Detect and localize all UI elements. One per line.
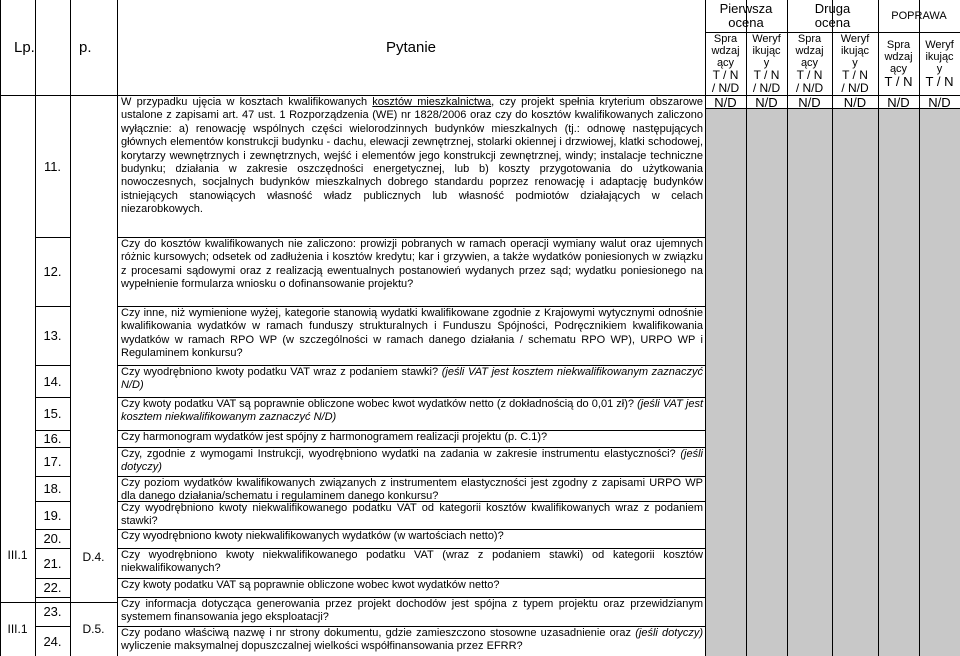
question-text bbox=[117, 578, 705, 597]
header-lp: Lp. bbox=[14, 39, 35, 56]
sub-b1-nd: / N/D bbox=[752, 80, 781, 95]
nd-cell-3[interactable]: N/D bbox=[787, 95, 832, 109]
sub-b1-l1: Weryf bbox=[752, 32, 781, 45]
question-text-part: Czy harmonogram wydatków jest spójny z harmonogramem realizacji projektu (p. C.1)? bbox=[121, 431, 548, 443]
sub-b3-tn: T / N bbox=[925, 74, 954, 89]
question-text-part: , czy projekt spełnia kryterium obszarowe ustalone z zapisami art. 47 ust. 1 Rozporządzenia (WE) nr 1828/2006 oraz czy do kosztów kwalifikowanych zaliczono wyłącznie: a) renowację wspólnych części wielorodzinnych budynków mieszkalnych (tj.: odnowę następujących głównych elementów konstrukcji budynku - dachu, elewacji zewnętrznej, stolarki okiennej i drzwiowej, klatki schodowej, korytarzy wewnętrznych i zewnętrznych, wejść i elementów jego konstrukcji zewnętrznej, windy; instalacje techniczne budynku; działania w zakresie oszczędności energetycznej, lub b) koszty przygotowania do użytkowania nowoczesnych, socjalnych budynków mieszkalnych dobrego standardu poprzez renowację i adaptację budynków istniejących stanowiących własność władz publicznych lub własność podmiotów działających w celach niezarobkowych. bbox=[121, 96, 703, 216]
nd-cell-1[interactable]: N/D bbox=[705, 95, 746, 109]
question-text-part: kosztów mieszkalnictwa bbox=[372, 96, 492, 108]
question-text bbox=[117, 365, 705, 397]
nd-cell-2[interactable]: N/D bbox=[746, 95, 787, 109]
header-correction: POPRAWA bbox=[891, 10, 947, 22]
row-number: 17. bbox=[43, 454, 62, 469]
nd-cell-6[interactable]: N/D bbox=[919, 95, 960, 109]
sub-a3-l3: ący bbox=[889, 63, 908, 75]
question-text-part: (jeśli dotyczy) bbox=[635, 627, 704, 639]
header-second-assessment bbox=[787, 0, 878, 32]
row-number: 14. bbox=[43, 373, 62, 389]
header-p: p. bbox=[79, 39, 92, 56]
header-first-line2: ocena bbox=[728, 15, 764, 30]
sub-a1-l2: wdzaj bbox=[711, 44, 740, 57]
sub-b1-l3: y bbox=[763, 56, 770, 69]
row-number: 21. bbox=[43, 555, 62, 571]
question-text bbox=[117, 430, 705, 447]
question-text bbox=[117, 476, 705, 501]
sub-a2-nd: / N/D bbox=[795, 80, 824, 95]
question-text-part: Czy wyodrębniono kwoty niekwalifikowanych wydatków (w wartościach netto)? bbox=[121, 530, 504, 542]
row-number: 19. bbox=[43, 507, 62, 523]
subheader-verifier-3 bbox=[919, 32, 960, 95]
sub-b2-l1: Weryf bbox=[840, 32, 870, 45]
question-text-part: (jeśli dotyczy) bbox=[121, 448, 703, 474]
question-text-part: Czy poziom wydatków kwalifikowanych związanych z instrumentem elastyczności jest zgodny z zapisami URPO WP dla danego działania/schematu i regulaminem danego konkursu? bbox=[121, 477, 703, 503]
header-pytanie: Pytanie bbox=[385, 39, 437, 56]
row-number: 20. bbox=[43, 531, 62, 546]
sub-a1-l1: Spra bbox=[713, 32, 738, 45]
sub-b3-l2: ikując bbox=[925, 51, 954, 63]
header-second-line1: Druga bbox=[814, 1, 851, 16]
sub-b1-l2: ikując bbox=[752, 44, 781, 57]
subheader-preparer-3 bbox=[878, 32, 919, 95]
question-text bbox=[117, 95, 705, 237]
question-text-part: (jeśli VAT jest kosztem niekwalifikowanym zaznaczyć N/D) bbox=[121, 366, 703, 392]
nd-cell-4[interactable]: N/D bbox=[832, 95, 878, 109]
row-number: 12. bbox=[43, 264, 62, 279]
question-text-part: wyliczenie maksymalnej dopuszczalnej wielkości współfinansowania przez EFRR? bbox=[121, 640, 523, 653]
question-text-part: (jeśli VAT jest kosztem niekwalifikowanym zaznaczyć N/D) bbox=[121, 398, 704, 424]
row-number: 22. bbox=[43, 580, 62, 595]
question-text-part: Czy kwoty podatku VAT są poprawnie obliczone wobec kwot wydatków netto? bbox=[121, 579, 500, 591]
subheader-verifier-1 bbox=[746, 32, 787, 95]
sub-a1-nd: / N/D bbox=[711, 80, 740, 95]
question-text-part: Czy do kosztów kwalifikowanych nie zaliczono: prowizji pobranych w ramach operacji wymiany walut oraz ujemnych różnic kursowych; odsetek od zadłużenia i kosztów kredytu; kar i grzywien, a także wydatków poniesionych w związku z procesami sądowymi oraz z realizacją ewentualnych postanowień wydanych przez sąd; wydatku poniesionego na wypełnienie formularza wniosku o dofinansowanie projektu? bbox=[121, 238, 703, 291]
sub-a1-tn: T / N bbox=[712, 67, 739, 82]
question-text-part: W przypadku ujęcia w kosztach kwalifikowanych bbox=[121, 96, 373, 108]
row-number: 18. bbox=[43, 481, 62, 496]
nd-cell-5[interactable]: N/D bbox=[878, 95, 919, 109]
subheader-preparer-1 bbox=[705, 32, 746, 95]
row-number: 24. bbox=[43, 633, 62, 649]
question-text bbox=[117, 626, 705, 656]
sub-b3-l1: Weryf bbox=[925, 39, 954, 51]
row-number: 13. bbox=[43, 328, 62, 343]
question-text-part: Czy inne, niż wymienione wyżej, kategorie stanowią wydatki kwalifikowane zgodnie z Krajowymi wytycznymi odnośnie kwalifikowania wydatków w ramach funduszy strukturalnych i Funduszu Spójności, Podręcznikiem kwalifikowania wydatków w ramach RPO WP (w szczególności w ramach danego działania / schematu RPO WP), URPO WP i Regulaminem konkursu? bbox=[121, 307, 703, 360]
question-text-part: Czy kwoty podatku VAT są poprawnie obliczone wobec kwot wydatków netto (z dokładnością do 0,01 zł)? bbox=[121, 398, 638, 410]
point-label-2: D.5. bbox=[82, 622, 105, 636]
question-text bbox=[117, 447, 705, 476]
header-first-assessment bbox=[705, 0, 787, 32]
row-number: 11. bbox=[43, 158, 62, 174]
section-label-1: III.1 bbox=[7, 548, 28, 562]
header-first-line1: Pierwsza bbox=[719, 1, 773, 16]
question-text bbox=[117, 397, 705, 430]
question-text bbox=[117, 597, 705, 626]
sub-a2-tn: T / N bbox=[796, 67, 823, 82]
question-text bbox=[117, 548, 705, 578]
question-text-part: Czy, zgodnie z wymogami Instrukcji, wyodrębniono wydatki na zadania w zakresie instrumentu elastyczności? bbox=[121, 448, 681, 460]
sub-a2-l1: Spra bbox=[797, 32, 822, 45]
sub-b2-l3: y bbox=[852, 56, 858, 69]
sub-a3-l2: wdzaj bbox=[884, 51, 913, 63]
row-number: 15. bbox=[43, 406, 62, 421]
sub-b1-tn: T / N bbox=[753, 67, 780, 82]
row-number: 16. bbox=[43, 431, 62, 446]
sub-a3-tn: T / N bbox=[884, 74, 913, 89]
sub-a1-l3: ący bbox=[716, 56, 735, 69]
question-text-part: Czy informacja dotycząca generowania przez projekt dochodów jest spójna z typem projektu oraz przewidzianym systemem finansowania jego eksploatacji? bbox=[121, 598, 703, 624]
question-text-part: Czy wyodrębniono kwoty podatku VAT wraz z podaniem stawki? bbox=[121, 366, 442, 378]
question-text bbox=[117, 306, 705, 365]
row-number: 23. bbox=[43, 604, 62, 619]
question-text bbox=[117, 529, 705, 548]
assessment-area bbox=[705, 108, 960, 656]
sub-b2-l2: ikując bbox=[840, 44, 870, 57]
sub-a2-l2: wdzaj bbox=[795, 44, 824, 57]
subheader-verifier-2 bbox=[832, 32, 878, 95]
section-label-2: III.1 bbox=[7, 622, 28, 636]
sub-a3-l1: Spra bbox=[886, 39, 911, 51]
point-label-1: D.4. bbox=[82, 550, 105, 564]
header-second-line2: ocena bbox=[814, 15, 851, 30]
sub-b2-nd: / N/D bbox=[841, 80, 869, 95]
question-text bbox=[117, 237, 705, 306]
question-text-part: Czy wyodrębniono kwoty niekwalifikowanego podatku VAT od kategorii kosztów kwalifikowanych wraz z podaniem stawki? bbox=[121, 502, 703, 528]
sub-b3-l3: y bbox=[936, 63, 943, 75]
question-text-part: Czy podano właściwą nazwę i nr strony dokumentu, gdzie zamieszczono stosowne uzasadnienie oraz bbox=[121, 627, 636, 639]
sub-a2-l3: ący bbox=[800, 56, 819, 69]
question-text bbox=[117, 501, 705, 529]
sub-b2-tn: T / N bbox=[842, 67, 868, 82]
subheader-preparer-2 bbox=[787, 32, 832, 95]
question-text-part: Czy wyodrębniono kwoty niekwalifikowanego podatku VAT (wraz z podaniem stawki) od kategorii kosztów niekwalifikowanych? bbox=[121, 549, 703, 575]
